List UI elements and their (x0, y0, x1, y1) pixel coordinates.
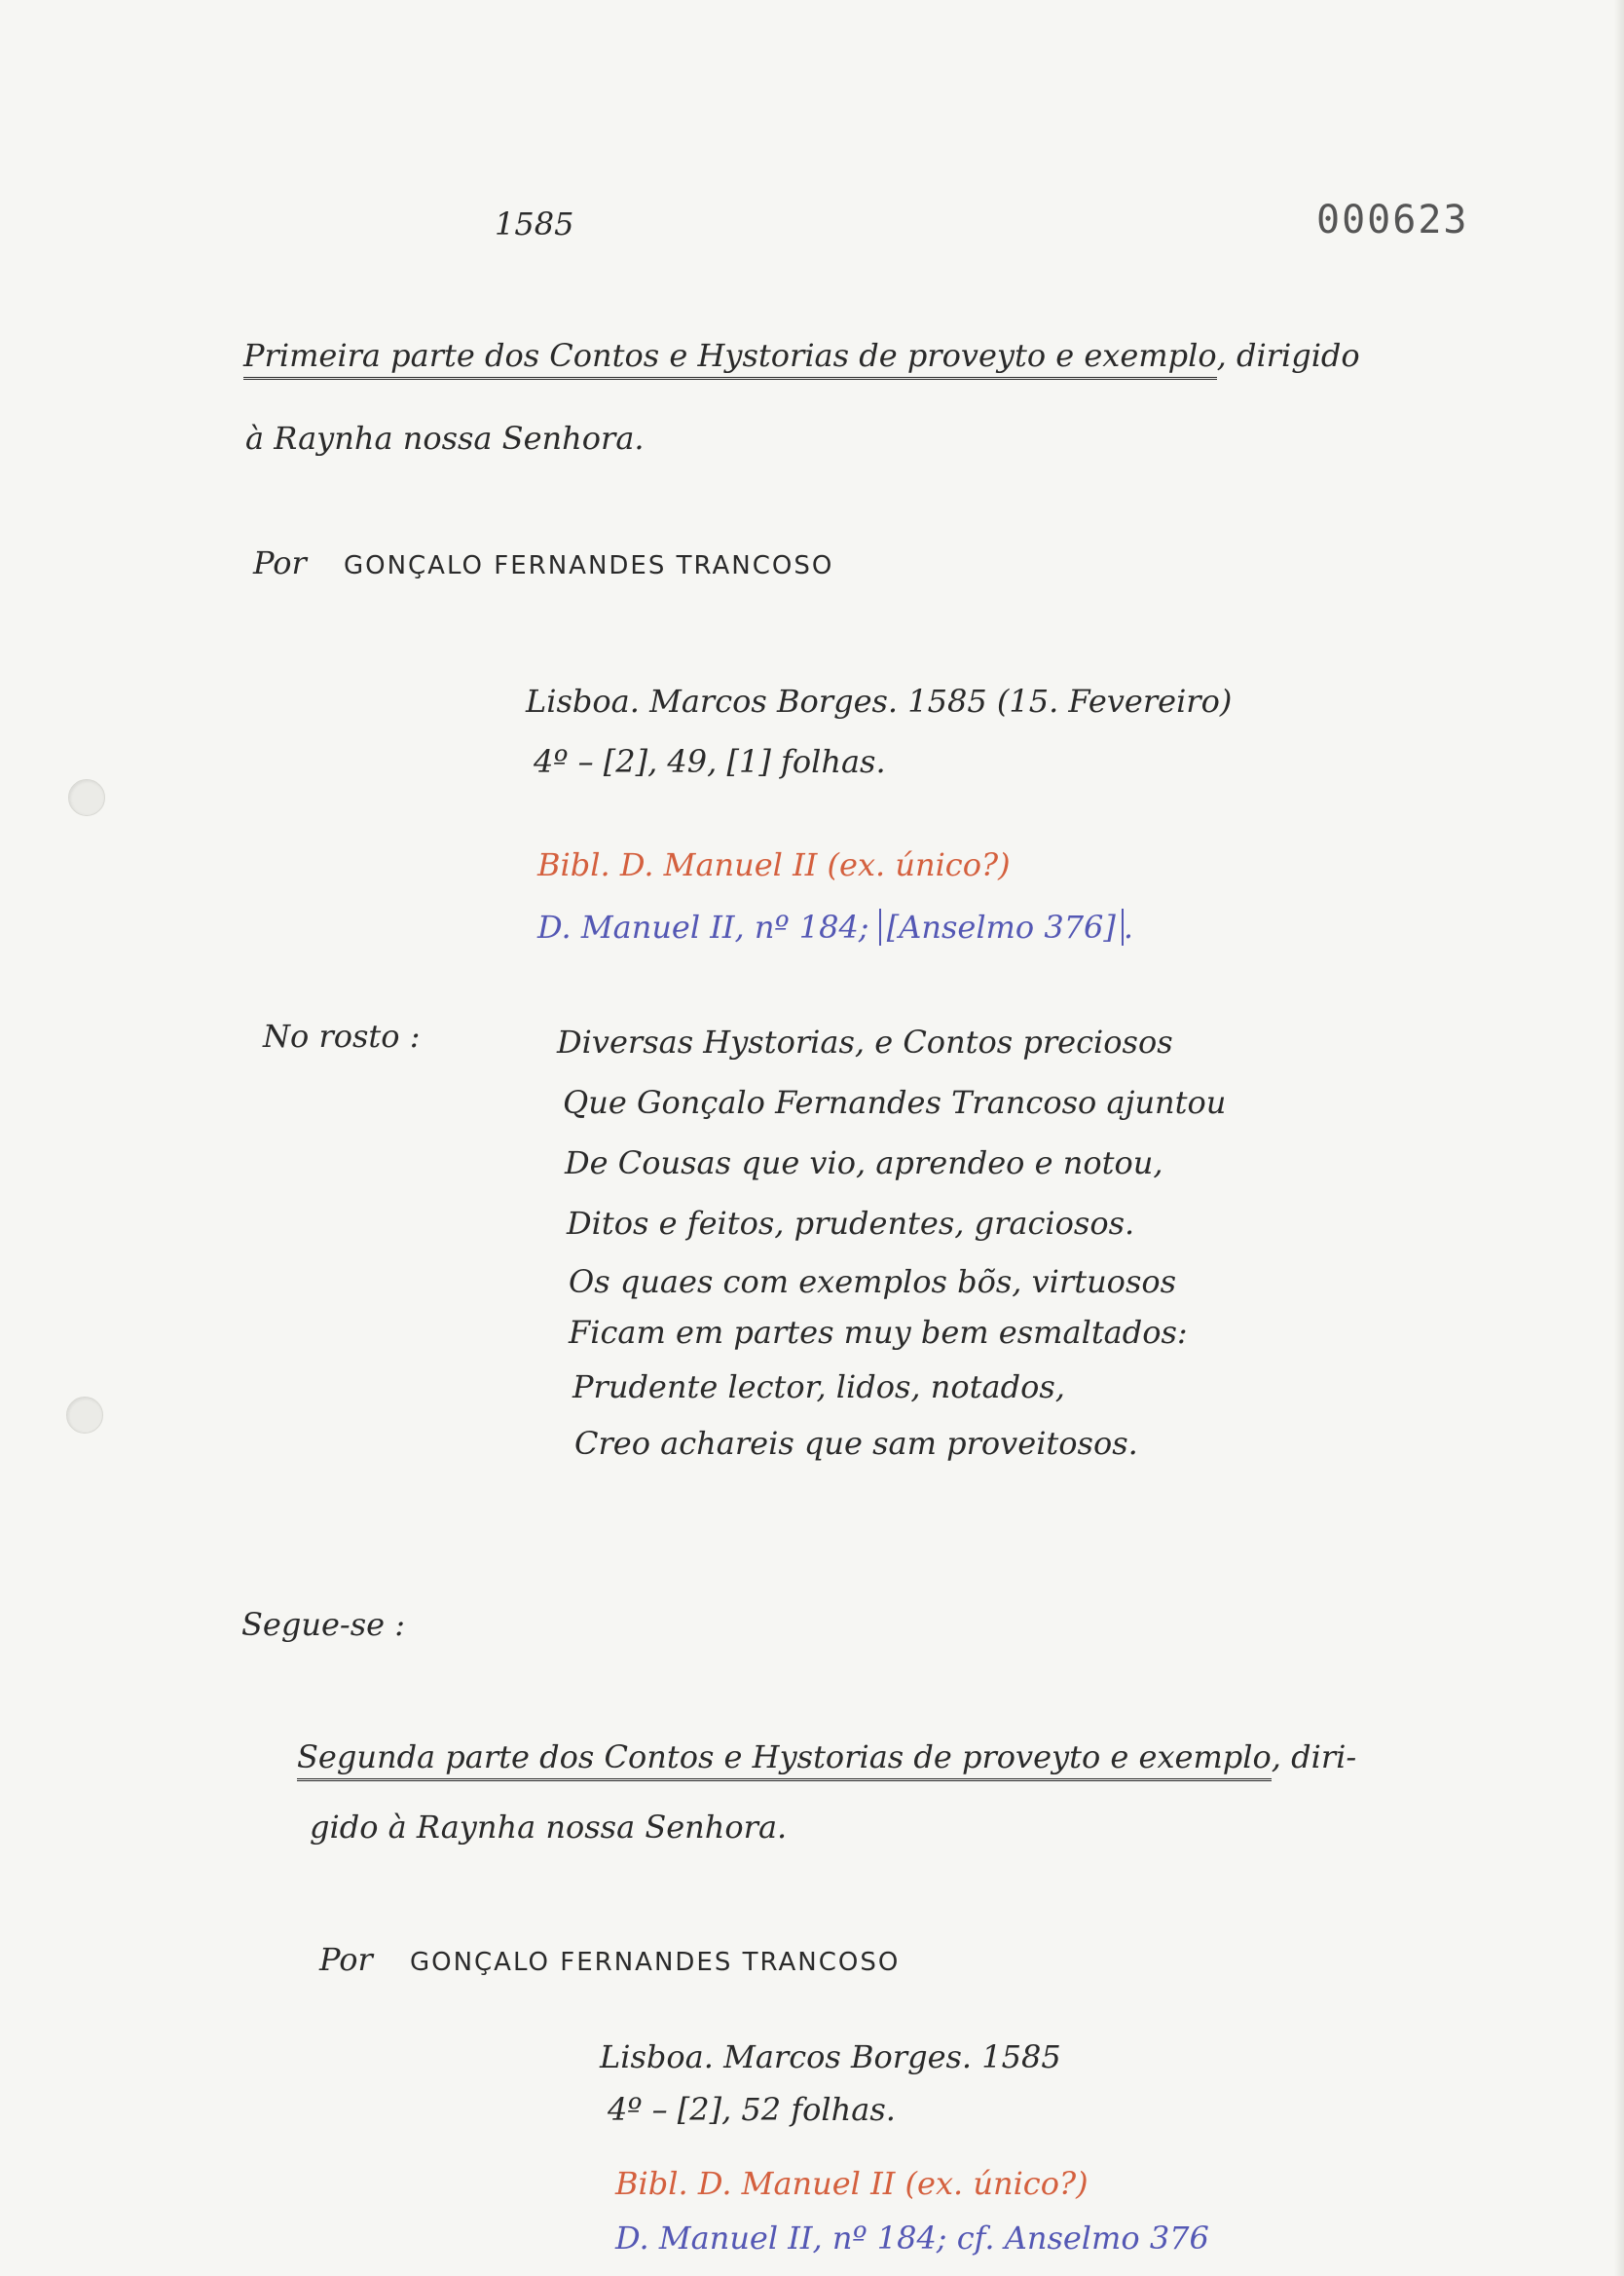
part1-author-name: GONÇALO FERNANDES TRANCOSO (343, 551, 834, 580)
part2-title-line2: gido à Raynha nossa Senhora. (310, 1809, 788, 1846)
paper-edge (1614, 0, 1624, 2276)
rosto-verse: Os quaes com exemplos bõs, virtuosos (569, 1263, 1177, 1300)
part1-ref-bracketed: [Anselmo 376] (879, 909, 1124, 946)
part2-title-underlined: Segunda parte dos Contos e Hystorias de proveyto e exemplo (297, 1737, 1272, 1781)
stamp-number: 000623 (1316, 198, 1469, 243)
part2-author-name: GONÇALO FERNANDES TRANCOSO (409, 1948, 901, 1977)
punch-hole (66, 1397, 103, 1434)
punch-hole (68, 779, 105, 816)
part1-title-underlined: Primeira parte dos Contos e Hystorias de proveyto e exemplo (243, 336, 1217, 380)
part1-imprint: Lisboa. Marcos Borges. 1585 (15. Fevereiro) (526, 683, 1233, 720)
rosto-verse: Ficam em partes muy bem esmaltados: (569, 1314, 1188, 1351)
part2-imprint: Lisboa. Marcos Borges. 1585 (600, 2038, 1061, 2075)
part1-reference (537, 908, 1133, 947)
part2-collation: 4º – [2], 52 folhas. (608, 2091, 896, 2128)
part1-title-line2: à Raynha nossa Senhora. (245, 420, 645, 457)
rosto-verse: Que Gonçalo Fernandes Trancoso ajuntou (563, 1084, 1227, 1121)
part1-title (243, 336, 1360, 380)
rosto-verse: Ditos e feitos, prudentes, graciosos. (567, 1205, 1135, 1242)
part2-title-rest: , diri- (1271, 1738, 1357, 1775)
part1-ref-prefix: D. Manuel II, nº 184; (537, 909, 879, 946)
part2-reference: D. Manuel II, nº 184; cf. Anselmo 376 (615, 2220, 1209, 2257)
part1-author (253, 543, 833, 585)
rosto-verse: De Cousas que vio, aprendeo e notou, (565, 1144, 1163, 1181)
segue-label: Segue-se : (241, 1606, 406, 1643)
part1-author-prefix: Por (253, 544, 307, 581)
rosto-verse: Prudente lector, lidos, notados, (572, 1368, 1065, 1405)
rosto-label: No rosto : (263, 1018, 421, 1055)
part1-title-rest: , dirigido (1216, 337, 1360, 374)
rosto-verse: Creo achareis que sam proveitosos. (574, 1425, 1138, 1462)
part2-author-prefix: Por (319, 1941, 373, 1978)
rosto-verse: Diversas Hystorias, e Contos preciosos (557, 1024, 1173, 1061)
part1-collation: 4º – [2], 49, [1] folhas. (534, 743, 886, 780)
year-heading: 1585 (495, 205, 574, 243)
part1-ref-end: . (1123, 909, 1134, 946)
part1-location-note: Bibl. D. Manuel II (ex. único?) (537, 846, 1011, 883)
part2-location-note: Bibl. D. Manuel II (ex. único?) (615, 2165, 1089, 2202)
part2-author (319, 1940, 900, 1982)
part2-title (297, 1737, 1356, 1781)
